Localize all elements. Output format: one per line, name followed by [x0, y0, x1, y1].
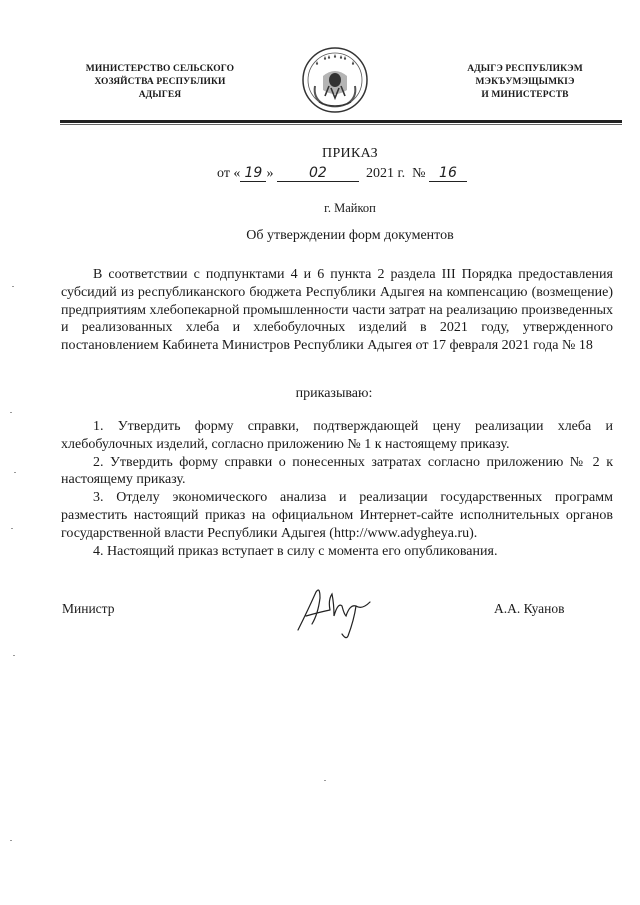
scan-speck: [324, 780, 326, 781]
document-subject: Об утверждении форм документов: [246, 228, 454, 243]
order-item: 4. Настоящий приказ вступает в силу с момента его опубликования.: [93, 543, 498, 559]
header-left-line: ХОЗЯЙСТВА РЕСПУБЛИКИ: [94, 77, 226, 87]
order-item: 1. Утвердить форму справки, подтверждающей цену реализации хлеба и хлебобулочных изделий, согласно приложению № 1 к настоящему приказу.: [61, 419, 613, 452]
header-left-line: МИНИСТЕРСТВО СЕЛЬСКОГО: [85, 64, 235, 74]
number-label: №: [412, 166, 426, 181]
signatory-role: Министр: [62, 601, 115, 616]
date-mid: »: [266, 166, 274, 181]
city: г. Майкоп: [324, 201, 376, 215]
order-item: 3. Отделу экономического анализа и реализации государственных программ разместить настоящий приказ на официальном Интернет-сайте исполнительных органов государственной власти Республики Адыгея (http://www.adygheya.ru).: [61, 490, 613, 541]
order-date-line: [217, 165, 467, 182]
decree-word: приказываю:: [295, 386, 373, 401]
header-right-line: И МИНИСТЕРСТВ: [481, 90, 569, 100]
scan-speck: [10, 412, 12, 413]
emblem-icon: [301, 46, 369, 114]
order-number: 16: [429, 165, 467, 182]
header-right-line: АДЫГЭ РЕСПУБЛИКЭМ: [467, 64, 583, 74]
scan-speck: [12, 286, 14, 287]
signatory-name: А.А. Куанов: [494, 601, 565, 616]
header-divider: [60, 120, 622, 123]
scan-speck: [14, 472, 16, 473]
header-divider-thin: [60, 124, 622, 125]
header-right-line: МЭКЪУМЭЩЫМКІЭ: [475, 77, 575, 87]
order-items: [61, 418, 613, 560]
order-item: 2. Утвердить форму справки о понесенных затратах согласно приложению № 2 к настоящему приказу.: [61, 454, 613, 488]
document-title: ПРИКАЗ: [322, 146, 378, 161]
order-day: 19: [240, 165, 266, 182]
scan-speck: [11, 528, 13, 529]
scan-speck: [13, 655, 15, 656]
date-prefix: от «: [217, 166, 241, 181]
order-month: 02: [277, 165, 359, 182]
order-year: 2021 г.: [365, 166, 406, 181]
header-left-org: [70, 63, 250, 102]
signature-image: [290, 580, 380, 640]
header-left-line: АДЫГЕЯ: [138, 90, 182, 100]
header-right-org: [440, 63, 610, 102]
preamble-paragraph: В соответствии с подпунктами 4 и 6 пункта 2 раздела III Порядка предоставления субсидий из республиканского бюджета Республики Адыгея на компенсацию (возмещение) предприятиям хлебопекарной промышленности части затрат на реализацию произведенных и реализованных хлеба и хлебобулочных изделий в 2021 году, утвержденного постановлением Кабинета Министров Республики Адыгея от 17 февраля 2021 года № 18: [61, 267, 613, 354]
scan-speck: [10, 840, 12, 841]
